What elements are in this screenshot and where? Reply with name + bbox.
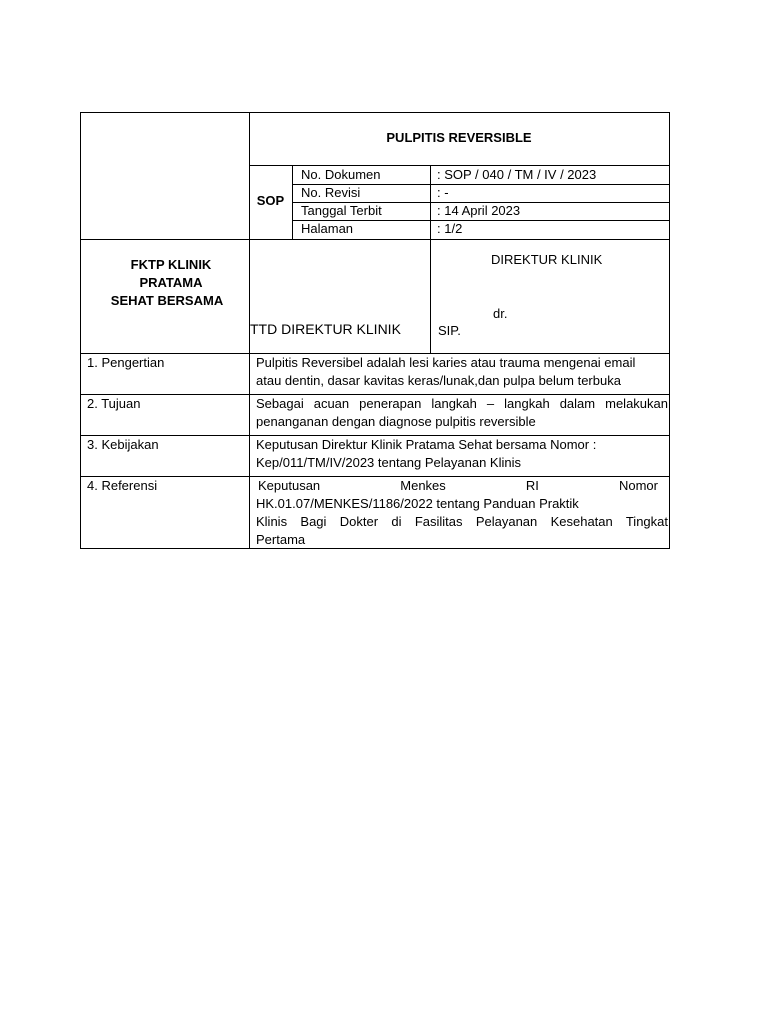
- meta-label-issue-date: Tanggal Terbit: [301, 203, 382, 218]
- meta-label-page: Halaman: [301, 221, 354, 236]
- section-label-definition: 1. Pengertian: [87, 355, 165, 370]
- director-name-prefix: dr.: [493, 306, 508, 321]
- meta-label-revision: No. Revisi: [301, 185, 361, 200]
- meta-value-document-number: : SOP / 040 / TM / IV / 2023: [437, 167, 597, 182]
- section-text-line: penanganan dengan diagnose pulpitis reversible: [256, 414, 536, 429]
- section-label-purpose: 2. Tujuan: [87, 396, 141, 411]
- section-text-line: Keputusan Menkes RI Nomor: [258, 478, 658, 493]
- meta-value-page: : 1/2: [437, 221, 463, 236]
- section-text-line: atau dentin, dasar kavitas keras/lunak,dan pulpa belum terbuka: [256, 373, 621, 388]
- section-text-line: Pulpitis Reversibel adalah lesi karies atau trauma mengenai email: [256, 355, 636, 370]
- meta-value-revision: : -: [437, 185, 449, 200]
- director-title: DIREKTUR KLINIK: [491, 252, 603, 267]
- section-text-line: HK.01.07/MENKES/1186/2022 tentang Panduan Praktik: [256, 496, 579, 511]
- meta-value-issue-date: : 14 April 2023: [437, 203, 521, 218]
- org-name-line: SEHAT BERSAMA: [110, 293, 224, 308]
- document-title: PULPITIS REVERSIBLE: [386, 130, 532, 145]
- section-label-reference: 4. Referensi: [87, 478, 158, 493]
- section-text-line: Keputusan Direktur Klinik Pratama Sehat bersama Nomor :: [256, 437, 597, 452]
- meta-label-document-number: No. Dokumen: [301, 167, 381, 182]
- director-sip: SIP.: [438, 323, 461, 338]
- section-text-line: Kep/011/TM/IV/2023 tentang Pelayanan Klinis: [256, 455, 521, 470]
- signature-placeholder: TTD DIREKTUR KLINIK: [250, 321, 401, 337]
- table-divider: [80, 239, 670, 240]
- table-divider: [430, 165, 431, 353]
- section-text-line: Sebagai acuan penerapan langkah – langkah dalam melakukan: [256, 396, 668, 411]
- section-label-policy: 3. Kebijakan: [87, 437, 159, 452]
- org-name-line: FKTP KLINIK: [130, 257, 212, 272]
- section-text-line: Klinis Bagi Dokter di Fasilitas Pelayanan Kesehatan Tingkat: [256, 514, 668, 529]
- section-text-line: Pertama: [256, 532, 306, 547]
- org-name-line: PRATAMA: [139, 275, 203, 290]
- sop-label: SOP: [256, 193, 285, 208]
